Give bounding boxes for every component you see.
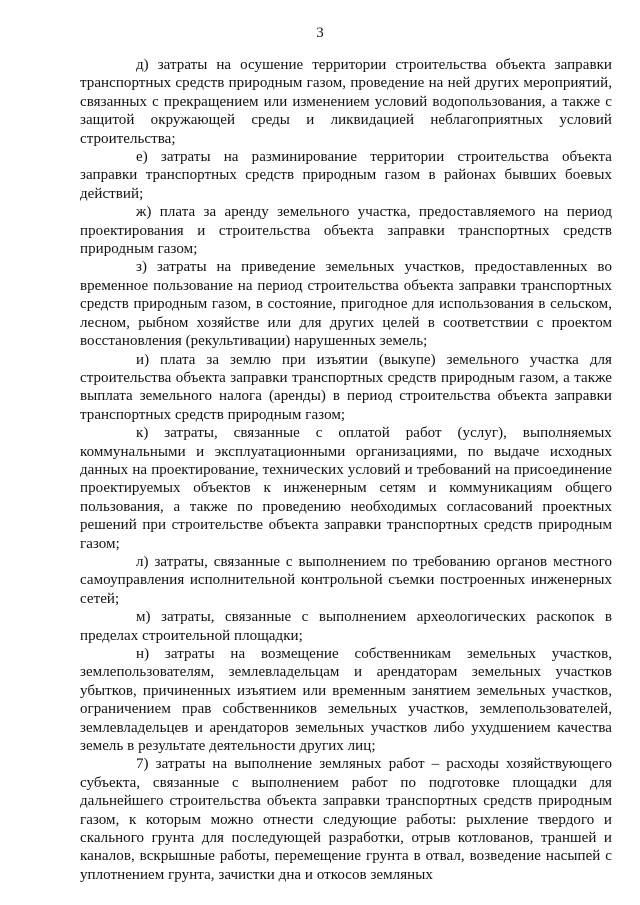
paragraph-n: н) затраты на возмещение собственникам земельных участков, землепользователям, землевладельцам и арендаторам земельных участков убытков, причиненных изъятием или временным занятием земельных участков, ограничением прав собственников земельных участков, землепользователей, землевладельцев и арендаторов земельных участков либо ухудшением качества земель в результате деятельности других лиц; — [80, 646, 612, 755]
document-body — [80, 56, 612, 884]
paragraph-m: м) затраты, связанные с выполнением археологических раскопок в пределах строительной площадки; — [80, 609, 612, 644]
paragraph-k: к) затраты, связанные с оплатой работ (услуг), выполняемых коммунальными и эксплуатационными организациями, по выдаче исходных данных на проектирование, технических условий и требований на присоединение проектируемых объектов к инженерным сетям и коммуникациям общего пользования, а также по проведению необходимых согласований проектных решений при строительстве объекта заправки транспортных средств природным газом; — [80, 425, 612, 552]
paragraph-l: л) затраты, связанные с выполнением по требованию органов местного самоуправления исполнительной контрольной съемки построенных инженерных сетей; — [80, 553, 612, 607]
paragraph-z: з) затраты на приведение земельных участков, предоставленных во временное пользование на период строительства объекта заправки транспортных средств природным газом, в состояние, пригодное для использования в сельском, лесном, рыбном хозяйстве или для других целей в соответствии с проектом восстановления (рекультивации) нарушенных земель; — [80, 259, 612, 350]
paragraph-7: 7) затраты на выполнение земляных работ – расходы хозяйствующего субъекта, связанные с выполнением работ по подготовке площадки для дальнейшего строительства объекта заправки транспортных средств природным газом, к которым можно отнести следующие работы: рыхление твердого и скального грунта для последующей разработки, отрыв котлованов, траншей и каналов, вскрышные работы, перемещение грунта в отвал, возведение насыпей с уплотнением грунта, зачистки дна и откосов земляных — [80, 756, 612, 883]
paragraph-e: е) затраты на разминирование территории строительства объекта заправки транспортных средств природным газом в районах бывших боевых действий; — [80, 149, 612, 202]
page-number: 3 — [316, 25, 324, 41]
paragraph-zh: ж) плата за аренду земельного участка, предоставляемого на период проектирования и строительства объекта заправки транспортных средств природным газом; — [80, 204, 612, 258]
paragraph-i: и) плата за землю при изъятии (выкупе) земельного участка для строительства объекта заправки транспортных средств природным газом, а также выплата земельного налога (аренды) в период строительства объекта заправки транспортных средств природным газом; — [80, 351, 612, 423]
paragraph-d: д) затраты на осушение территории строительства объекта заправки транспортных средств природным газом, проведение на ней других мероприятий, связанных с прекращением или изменением условий водопользования, а также с защитой окружающей среды и ликвидацией неблагоприятных условий строительства; — [80, 57, 612, 147]
